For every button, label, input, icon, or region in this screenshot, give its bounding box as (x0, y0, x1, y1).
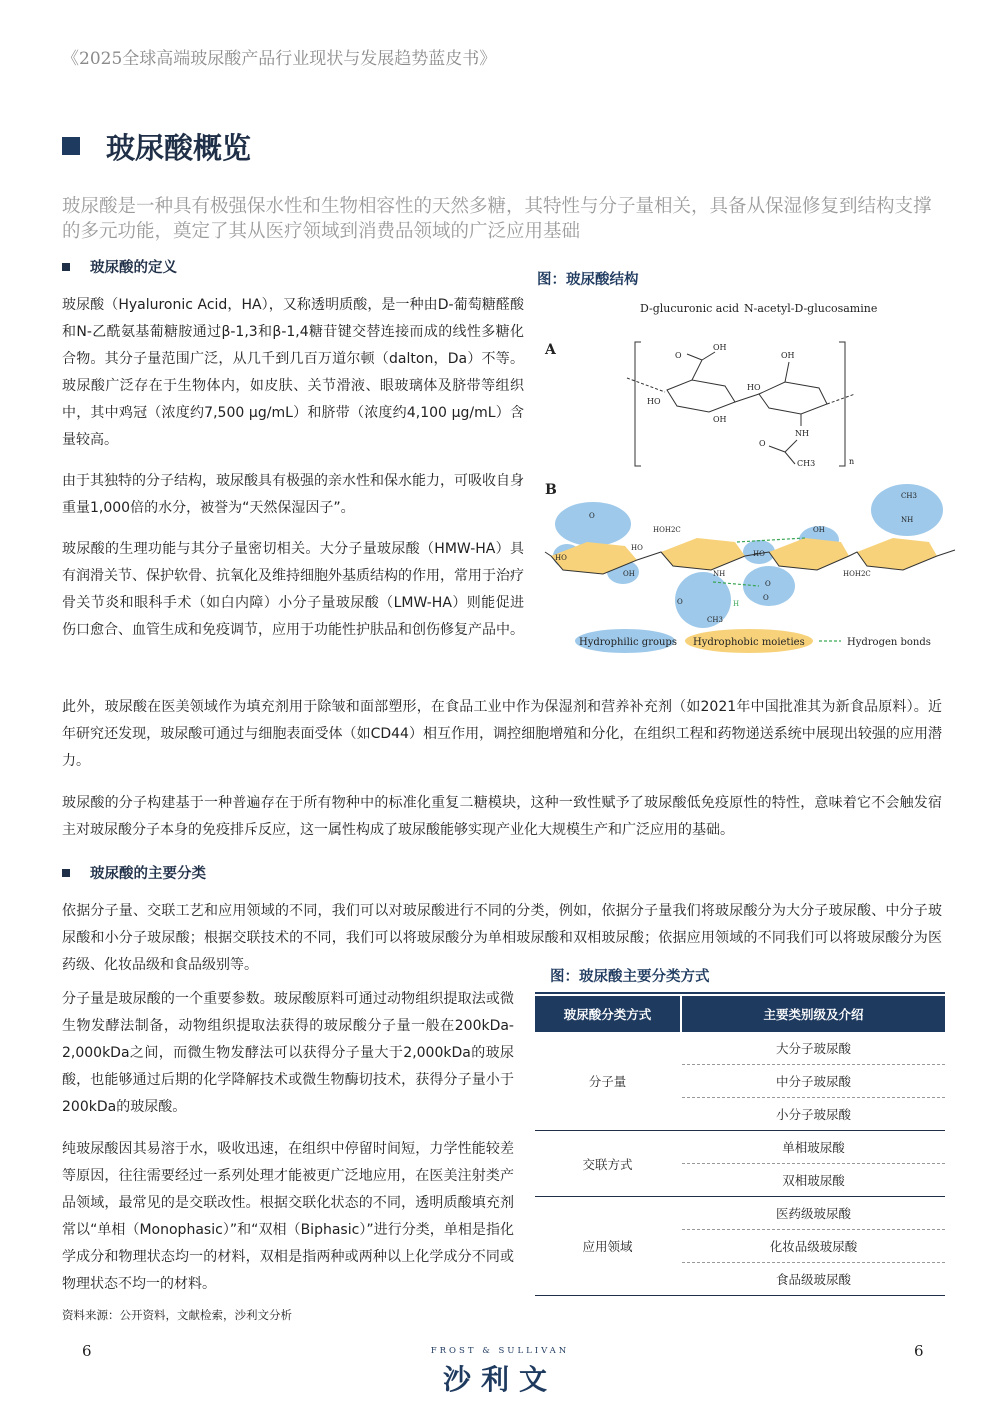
hydrophobic-region (857, 538, 937, 570)
report-title: 《2025全球高端玻尿酸产品行业现状与发展趋势蓝皮书》 (62, 49, 497, 69)
unit1-label: D-glucuronic acid (640, 302, 740, 315)
definition-paragraph-2: 由于其独特的分子结构，玻尿酸具有极强的亲水性和保水能力，可吸收自身重量1,000倍的水分，被誉为“天然保湿因子”。 (62, 473, 524, 516)
svg-text:HOH2C: HOH2C (653, 526, 681, 534)
table-header-cell: 主要类别级及介绍 (682, 996, 945, 1032)
svg-text:CH3: CH3 (797, 459, 816, 468)
classification-paragraph-2: 纯玻尿酸因其易溶于水，吸收迅速，在组织中停留时间短，力学性能较差等原因，往往需要经过一系列处理才能被更广泛地应用，在医美注射类产品领域，最常见的是交联改性。根据交联化状态的不同，透明质酸填充剂常以“单相（Monophasic）”和“双相（Biphasic）”进行分类，单相是指化学成分和物理状态均一的材料，双相是指两种或两种以上化学成分不同或物理状态不均一的材料。 (62, 1141, 514, 1292)
svg-text:O: O (675, 351, 682, 360)
definition-heading: 玻尿酸的定义 (62, 256, 177, 277)
legend-hydrophobic-label: Hydrophobic moieties (693, 637, 805, 648)
svg-text:NH: NH (901, 516, 914, 524)
hydrogen-bond-line (737, 538, 805, 542)
table-cell: 食品级玻尿酸 (775, 1272, 851, 1287)
legend-hydrophilic-label: Hydrophilic groups (579, 637, 677, 648)
table-header-cell: 玻尿酸分类方式 (535, 996, 680, 1032)
square-bullet-icon (62, 137, 80, 155)
svg-text:H: H (733, 600, 740, 608)
svg-text:HO: HO (631, 544, 643, 552)
svg-text:OH: OH (713, 343, 727, 352)
brand-logo-chinese: 沙利文 (442, 1363, 557, 1396)
source-note: 资料来源：公开资料，文献检索，沙利文分析 (62, 1308, 292, 1322)
brand-logo-english: FROST & SULLIVAN (430, 1346, 570, 1356)
table-group-name: 交联方式 (582, 1156, 633, 1172)
table-cell: 化妆品级玻尿酸 (682, 1230, 945, 1263)
table-group-name: 分子量 (588, 1074, 627, 1089)
svg-text:OH: OH (781, 351, 795, 360)
svg-text:HO: HO (647, 397, 661, 406)
svg-text:HO: HO (753, 550, 765, 558)
table-cell: 中分子玻尿酸 (682, 1065, 945, 1098)
table-group-name: 应用领域 (582, 1239, 633, 1254)
panel-a-label: A (545, 342, 556, 358)
figure-caption-structure: 图：玻尿酸结构 (537, 271, 639, 288)
svg-text:n: n (849, 457, 855, 466)
definition-paragraph-5: 玻尿酸的分子构建基于一种普遍存在于所有物种中的标准化重复二糖模块，这种一致性赋予了玻尿酸低免疫原性的特性，意味着它不会触发宿主对玻尿酸分子本身的免疫排斥反应，这一属性构成了玻尿酸能够实现产业化大规模生产和广泛应用的基础。 (62, 795, 942, 838)
classification-intro: 依据分子量、交联工艺和应用领域的不同，我们可以对玻尿酸进行不同的分类，例如，依据分子量我们将玻尿酸分为大分子玻尿酸、中分子玻尿酸和小分子玻尿酸；根据交联技术的不同，我们可以将玻尿酸分为单相玻尿酸和双相玻尿酸；依据应用领域的不同我们可以将玻尿酸分为医药级、化妆品级和食品级别等。 (62, 903, 942, 973)
definition-paragraph-1: 玻尿酸（Hyaluronic Acid，HA），又称透明质酸，是一种由D-葡萄糖醛酸和N-乙酰氨基葡糖胺通过β-1,3和β-1,4糖苷键交替连接而成的线性多糖化合物。其分子量范围广泛，从几千到几百万道尔顿（dalton，Da）不等。玻尿酸广泛存在于生物体内，如皮肤、关节滑液、眼玻璃体及脐带等组织中，其中鸡冠（浓度约7,500 μg/mL）和脐带（浓度约4,100 μg/mL）含量较高。 (62, 297, 524, 448)
page-number-right: 6 (914, 1342, 924, 1360)
hydrophilic-region (555, 502, 631, 546)
page-number-left: 6 (82, 1342, 92, 1360)
svg-text:CH3: CH3 (901, 492, 917, 500)
unit2-label: N-acetyl-D-glucosamine (744, 302, 878, 315)
table-cell: 大分子玻尿酸 (682, 1032, 945, 1065)
classification-heading: 玻尿酸的主要分类 (62, 862, 206, 883)
section-title-text: 玻尿酸概览 (106, 130, 252, 165)
square-bullet-icon (62, 869, 70, 877)
hydrophobic-region (769, 538, 849, 570)
table-cell: 医药级玻尿酸 (682, 1197, 945, 1230)
svg-text:O: O (765, 580, 771, 588)
classification-paragraph-1: 分子量是玻尿酸的一个重要参数。玻尿酸原料可通过动物组织提取法或微生物发酵法制备，动物组织提取法获得的玻尿酸分子量一般在200kDa-2,000kDa之间，而微生物发酵法可以获得分子量大于2,000kDa的玻尿酸，也能够通过后期的化学降解技术或微生物酶切技术，获得分子量小于200kDa的玻尿酸。 (62, 991, 514, 1115)
svg-text:CH3: CH3 (707, 616, 723, 624)
svg-text:HOH2C: HOH2C (843, 570, 871, 578)
svg-text:OH: OH (813, 526, 825, 534)
section-title (62, 124, 251, 168)
svg-text:OH: OH (713, 415, 727, 424)
svg-text:O: O (677, 598, 683, 606)
svg-text:HO: HO (747, 383, 761, 392)
definition-paragraph-4: 此外，玻尿酸在医美领域作为填充剂用于除皱和面部塑形，在食品工业中作为保湿剂和营养补充剂（如2021年中国批准其为新食品原料）。近年研究还发现，玻尿酸可通过与细胞表面受体（如CD44）相互作用，调控细胞增殖和分化，在组织工程和药物递送系统中展现出较强的应用潜力。 (62, 699, 942, 769)
section-lead: 玻尿酸是一种具有极强保水性和生物相容性的天然多糖，其特性与分子量相关，具备从保湿修复到结构支撑的多元功能，奠定了其从医疗领域到消费品领域的广泛应用基础 (62, 196, 932, 242)
table-cell: 双相玻尿酸 (782, 1173, 845, 1188)
classification-table (535, 992, 945, 1296)
legend-hbond-label: Hydrogen bonds (847, 637, 931, 648)
svg-text:HO: HO (555, 554, 567, 562)
definition-paragraph-3: 玻尿酸的生理功能与其分子量密切相关。大分子量玻尿酸（HMW-HA）具有润滑关节、保护软骨、抗氧化及维持细胞外基质结构的作用，常用于治疗骨关节炎和眼科手术（如白内障）小分子量玻尿酸（LMW-HA）则能促进伤口愈合、血管生成和免疫调节，应用于功能性护肤品和创伤修复产品中。 (62, 541, 524, 638)
hyaluronic-acid-structure-figure (537, 290, 957, 662)
svg-text:O: O (759, 439, 766, 448)
panel-b-label: B (545, 482, 557, 498)
svg-text:O: O (763, 594, 769, 602)
table-cell: 小分子玻尿酸 (775, 1107, 851, 1122)
table-top-rule (535, 992, 945, 994)
hydrophobic-region (661, 538, 745, 570)
square-bullet-icon (62, 263, 70, 271)
table-header-row (535, 996, 945, 1032)
table-group (535, 1032, 945, 1131)
svg-text:NH: NH (795, 429, 809, 438)
svg-text:O: O (589, 512, 595, 520)
table-group (535, 1131, 945, 1197)
svg-text:NH: NH (713, 570, 726, 578)
table-cell: 单相玻尿酸 (682, 1131, 945, 1164)
table-group (535, 1197, 945, 1296)
svg-text:OH: OH (623, 570, 635, 578)
figure-caption-table: 图：玻尿酸主要分类方式 (550, 968, 710, 985)
